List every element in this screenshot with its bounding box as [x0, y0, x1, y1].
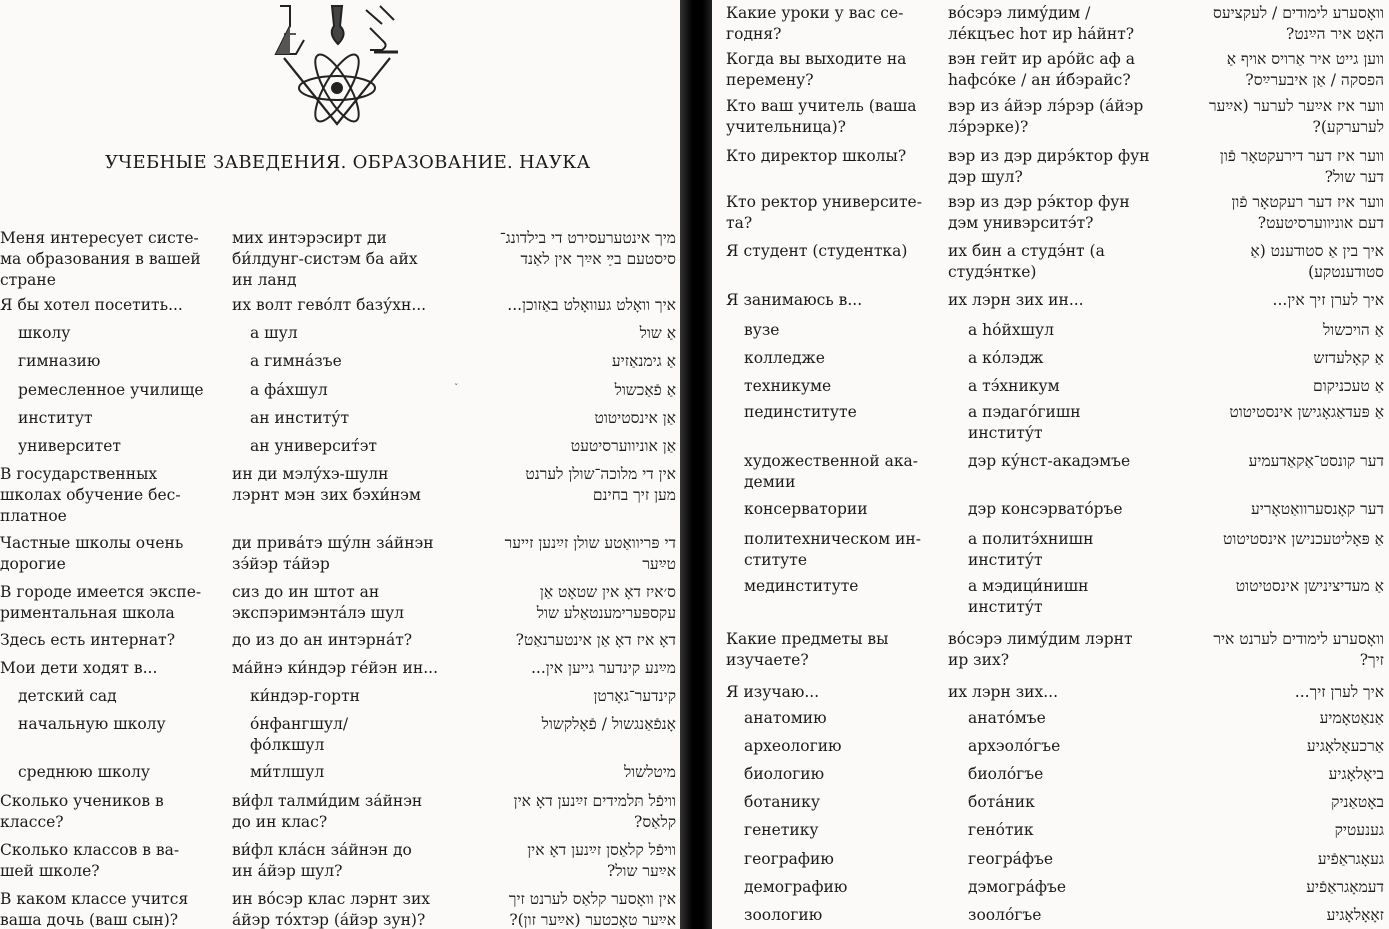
left-transliteration: ма́йнэ ки́ндэр ге́йэн ин...: [232, 659, 438, 677]
right-russian-phrase: археологию: [744, 737, 842, 755]
left-russian-phrase: В государственных школах обучение бес- платное: [0, 465, 181, 525]
right-transliteration: их лэрн зих...: [948, 683, 1059, 701]
right-page: [712, 0, 1389, 929]
left-yiddish-phrase: די פּריוואַטע שולן זײַנען זייער טײַער: [504, 534, 676, 573]
right-russian-phrase: политехническом ин- ституте: [744, 530, 921, 569]
right-russian-phrase: Я изучаю...: [726, 683, 820, 701]
right-russian-phrase: колледже: [744, 349, 825, 367]
right-yiddish-phrase: גענעטיק: [1334, 821, 1384, 839]
left-transliteration: а шул: [250, 324, 298, 342]
left-yiddish-phrase: וויפֿל תּלמידים זײַנען דאָ אין קלאַס?: [513, 792, 676, 831]
right-yiddish-phrase: איך בין אַ סטודענט (אַ סטודענטקע): [1250, 242, 1384, 281]
right-yiddish-phrase: דעמאָגראַפֿיע: [1306, 878, 1384, 896]
right-transliteration: архэоло́гъе: [968, 737, 1061, 755]
right-russian-phrase: Какие предметы вы изучаете?: [726, 630, 889, 669]
right-yiddish-phrase: געאָגראַפֿיע: [1317, 850, 1384, 868]
left-russian-phrase: ремесленное училище: [18, 381, 204, 399]
left-yiddish-phrase: אין וואָסער קלאַס לערנט זיך אײַער טאָכטער (אײַער זון)?: [508, 890, 676, 929]
right-russian-phrase: Кто ваш учитель (ваша учительница)?: [726, 97, 917, 136]
right-transliteration: вэр из дэр дирэ́ктор фун дэр шул?: [948, 147, 1150, 186]
right-transliteration: во́сэрэ лиму́дим лэрнт ир зих?: [948, 630, 1133, 669]
left-transliteration: ди прива́тэ шу́лн за́йнэн зэ́йэр та́йэр: [232, 534, 434, 573]
right-transliteration: зооло́гъе: [968, 906, 1042, 924]
right-yiddish-phrase: וואָסערע לימודים / לעקציעס האָט איר הײַנט?: [1213, 4, 1384, 43]
left-yiddish-phrase: דאָ איז דאָ אַן אינטערנאַט?: [515, 631, 676, 649]
left-transliteration: о́нфангшул/ фо́лкшул: [250, 715, 349, 754]
left-russian-phrase: среднюю школу: [18, 763, 150, 781]
left-transliteration: ви́фл кла́сн за́йнэн до ин а́йэр шул?: [232, 841, 412, 880]
right-yiddish-phrase: דער קאָנסערוואַטאָריע: [1251, 500, 1384, 518]
left-transliteration: сиз до ин штот ан экспэримэнта́лэ шул: [232, 583, 405, 622]
right-russian-phrase: демографию: [744, 878, 848, 896]
left-yiddish-phrase: אַ גימנאַזיע: [611, 352, 676, 370]
right-russian-phrase: техникуме: [744, 377, 832, 395]
right-transliteration: их лэрн зих ин...: [948, 291, 1084, 309]
left-yiddish-phrase: איך וואָלט געוואָלט באַזוכן...: [507, 296, 676, 314]
left-yiddish-phrase: מײַנע קינדער גייען אין...: [530, 659, 676, 677]
right-transliteration: а ко́лэдж: [968, 349, 1044, 367]
right-yiddish-phrase: אַ מעדיצינישן אינסטיטוט: [1235, 577, 1384, 595]
left-russian-phrase: Мои дети ходят в...: [0, 659, 158, 677]
right-yiddish-phrase: באָטאַניק: [1331, 793, 1384, 811]
right-russian-phrase: ботанику: [744, 793, 820, 811]
right-yiddish-phrase: אַ פּאָליטעכנישן אינסטיטוט: [1223, 530, 1384, 548]
right-yiddish-phrase: דער קונסט־אַקאַדעמיע: [1248, 452, 1384, 470]
right-russian-phrase: Я студент (студентка): [726, 242, 908, 260]
left-russian-phrase: В городе имеется экспе- риментальная школа: [0, 583, 202, 622]
left-transliteration: ан университ́эт: [250, 437, 377, 455]
right-russian-phrase: консерватории: [744, 500, 868, 518]
page-title: УЧЕБНЫЕ ЗАВЕДЕНИЯ. ОБРАЗОВАНИЕ. НАУКА: [105, 152, 591, 173]
left-russian-phrase: университет: [18, 437, 121, 455]
right-russian-phrase: биологию: [744, 765, 825, 783]
right-russian-phrase: вузе: [744, 321, 780, 339]
right-transliteration: во́сэрэ лиму́дим / ле́кцъес hот ир hа́йнт?: [948, 4, 1135, 43]
left-page: [0, 0, 680, 929]
right-transliteration: их бин а студэ́нт (а студэ́нтке): [948, 242, 1105, 281]
left-transliteration: ин во́сэр клас лэрнт зих а́йэр то́хтэр (а́йэр зун)?: [232, 890, 431, 929]
left-transliteration: их волт гево́лт базу́хн...: [232, 296, 427, 314]
right-transliteration: бота́ник: [968, 793, 1035, 811]
left-transliteration: а фа́хшул: [250, 381, 328, 399]
stray-mark: ˇ: [454, 384, 459, 394]
right-transliteration: биоло́гъе: [968, 765, 1044, 783]
right-yiddish-phrase: אַנאַטאָמיע: [1319, 709, 1384, 727]
left-russian-phrase: школу: [18, 324, 71, 342]
left-transliteration: мих интэрэсирт ди би́лдунг-систэм ба айх ин ланд: [232, 229, 418, 289]
left-russian-phrase: начальную школу: [18, 715, 166, 733]
left-transliteration: ми́тлшул: [250, 763, 325, 781]
right-yiddish-phrase: אַ קאָלעדזש: [1313, 349, 1384, 367]
left-yiddish-phrase: אַ פֿאַכשול: [614, 381, 676, 399]
right-yiddish-phrase: ווער איז אײַער לערער (אײַער לערערקע)?: [1208, 97, 1384, 136]
left-yiddish-phrase: אין די מלוכה־שולן לערנט מען זיך בחינם: [525, 465, 676, 504]
right-transliteration: дэмогра́фъе: [968, 878, 1067, 896]
right-transliteration: дэр ку́нст-акадэмъе: [968, 452, 1131, 470]
right-russian-phrase: генетику: [744, 821, 819, 839]
left-yiddish-phrase: ס׳איז דאָ אין שטאָט אַן עקספּערימענטאַלע שול: [536, 583, 676, 622]
left-yiddish-phrase: מיך אינטערעסירט די בילדונג־ סיסטעם בײַ אײַך אין לאַנד: [499, 229, 676, 268]
left-russian-phrase: Я бы хотел посетить...: [0, 296, 183, 314]
left-transliteration: ви́фл талми́дим за́йнэн до ин клас?: [232, 792, 423, 831]
left-transliteration: до из до ан интэрна́т?: [232, 631, 413, 649]
left-russian-phrase: институт: [18, 409, 93, 427]
right-yiddish-phrase: אַ פּעדאַגאָגישן אינסטיטוט: [1229, 403, 1384, 421]
right-russian-phrase: пединституте: [744, 403, 857, 421]
right-russian-phrase: Я занимаюсь в...: [726, 291, 863, 309]
right-russian-phrase: Когда вы выходите на перемену?: [726, 50, 907, 89]
right-transliteration: а политэ́хнишн институ́т: [968, 530, 1094, 569]
right-transliteration: геогра́фъе: [968, 850, 1054, 868]
right-transliteration: дэр консэрвато́ръе: [968, 500, 1123, 518]
right-yiddish-phrase: זאָאָלאָגיע: [1326, 906, 1384, 924]
right-yiddish-phrase: ביאָלאָגיע: [1328, 765, 1384, 783]
left-russian-phrase: Меня интересует систе- ма образования в вашей стране: [0, 229, 201, 289]
right-transliteration: вэр из а́йэр лэ́рэр (а́йэр лэ́рэрке)?: [948, 97, 1144, 136]
right-russian-phrase: географию: [744, 850, 834, 868]
right-russian-phrase: зоологию: [744, 906, 823, 924]
left-transliteration: а гимна́зъе: [250, 352, 342, 370]
science-emblem-icon: [270, 0, 404, 126]
left-russian-phrase: Частные школы очень дорогие: [0, 534, 184, 573]
right-russian-phrase: Кто директор школы?: [726, 147, 907, 165]
left-yiddish-phrase: וויפֿל קלאַסן זײַנען דאָ אין אײַער שול?: [527, 841, 676, 880]
left-yiddish-phrase: קינדער־גאָרטן: [593, 687, 676, 705]
right-yiddish-phrase: וואָסערע לימודים לערנט איר זיך?: [1213, 630, 1384, 669]
left-yiddish-phrase: אַ שול: [639, 324, 676, 342]
left-russian-phrase: В каком классе учится ваша дочь (ваш сын)?: [0, 890, 189, 929]
left-russian-phrase: Сколько учеников в классе?: [0, 792, 164, 831]
left-yiddish-phrase: מיטלשול: [623, 763, 676, 781]
right-transliteration: а hо́йхшул: [968, 321, 1054, 339]
left-russian-phrase: Здесь есть интернат?: [0, 631, 176, 649]
right-russian-phrase: Кто ректор университе- та?: [726, 193, 922, 232]
right-yiddish-phrase: ווער איז דער דירעקטאָר פֿון דער שול?: [1219, 147, 1384, 186]
right-yiddish-phrase: ווער איז דער רעקטאָר פֿון דעם אוניווערסיטעט?: [1231, 193, 1384, 232]
right-yiddish-phrase: אַ טעכניקום: [1313, 377, 1384, 395]
right-transliteration: гено́тик: [968, 821, 1034, 839]
right-yiddish-phrase: אַרכעאָלאָגיע: [1306, 737, 1384, 755]
right-transliteration: а пэдаго́гишн институ́т: [968, 403, 1081, 442]
right-yiddish-phrase: ווען גייט איר אַרויס אויף אַ הפסקה / אַן איבערײַס?: [1226, 50, 1384, 89]
right-russian-phrase: анатомию: [744, 709, 827, 727]
right-russian-phrase: Какие уроки у вас се- годня?: [726, 4, 904, 43]
left-transliteration: ин ди мэлу́хэ-шулн лэрнт мэн зих бэхи́нэм: [232, 465, 421, 504]
right-transliteration: вэр из дэр рэ́ктор фун дэм унивэрситэ́т?: [948, 193, 1130, 232]
book-spine: [680, 0, 712, 929]
left-russian-phrase: гимназию: [18, 352, 101, 370]
right-transliteration: а тэ́хникум: [968, 377, 1060, 395]
right-yiddish-phrase: אַ הויכשול: [1323, 321, 1384, 339]
left-russian-phrase: детский сад: [18, 687, 117, 705]
right-yiddish-phrase: איך לערן זיך...: [1294, 683, 1384, 701]
right-russian-phrase: художественной ака- демии: [744, 452, 918, 491]
left-transliteration: ки́ндэр-гортн: [250, 687, 361, 705]
right-transliteration: вэн гейт ир аро́йс аф а hафсо́ке / ан и́бэрайс?: [948, 50, 1135, 89]
left-russian-phrase: Сколько классов в ва- шей школе?: [0, 841, 180, 880]
right-transliteration: а мэдици́нишн институ́т: [968, 577, 1089, 616]
left-yiddish-phrase: אָנפֿאַנגשול / פֿאָלקשול: [541, 715, 676, 733]
right-russian-phrase: мединституте: [744, 577, 859, 595]
left-transliteration: ан институ́т: [250, 409, 350, 427]
right-yiddish-phrase: איך לערן זיך אין...: [1272, 291, 1384, 309]
right-transliteration: анато́мъе: [968, 709, 1046, 727]
left-yiddish-phrase: אַן אוניווערסיטעט: [570, 437, 676, 455]
left-yiddish-phrase: אַן אינסטיטוט: [594, 409, 676, 427]
